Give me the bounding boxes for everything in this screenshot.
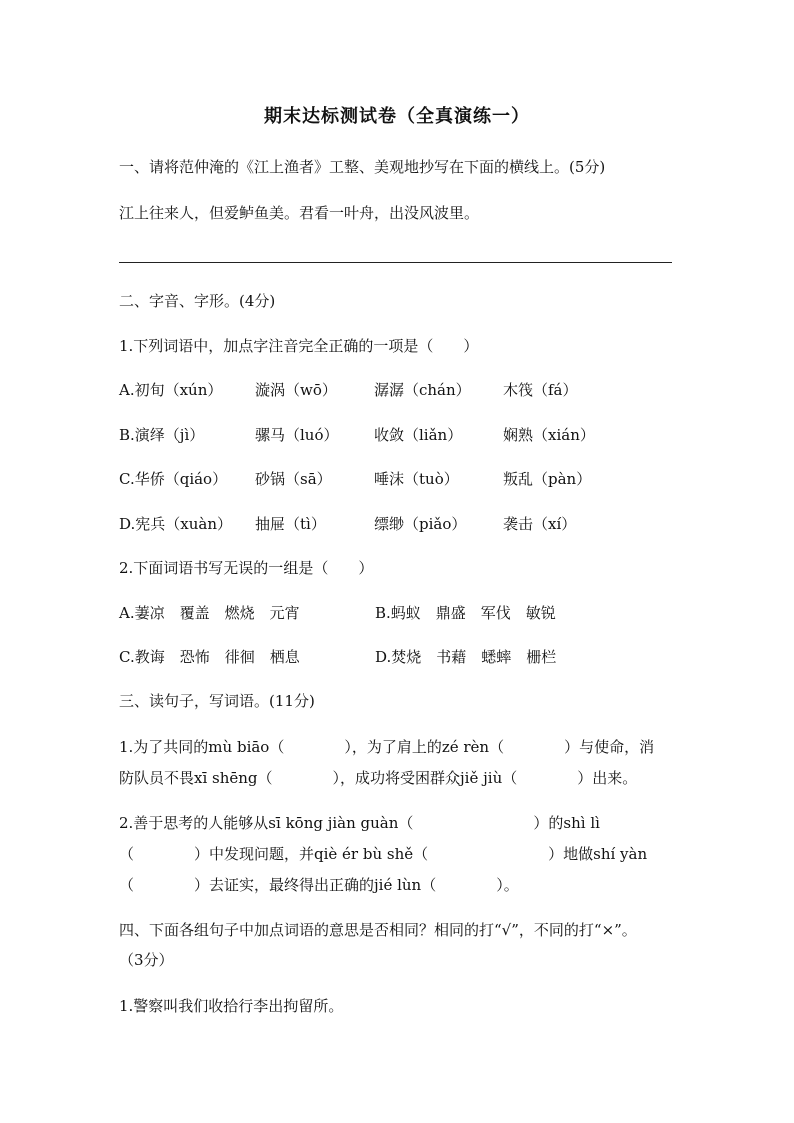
option-cell: B.演绎（jì） bbox=[119, 426, 205, 444]
q1-poem: 江上往来人，但爱鲈鱼美。君看一叶舟，出没风波里。 bbox=[119, 204, 480, 222]
option-cell: D.宪兵（xuàn） bbox=[119, 515, 232, 533]
option-cell: 收敛（liǎn） bbox=[374, 426, 463, 444]
q3-s2-line1: 2.善于思考的人能够从sī kōng jiàn guàn（ ）的shì lì bbox=[119, 814, 600, 832]
q2-sub2-option-d: D.焚烧 书藉 蟋蟀 栅栏 bbox=[375, 648, 557, 666]
option-cell: 唾沫（tuò） bbox=[374, 470, 459, 488]
option-cell: 娴熟（xián） bbox=[503, 426, 595, 444]
option-cell: 袭击（xí） bbox=[503, 515, 577, 533]
option-cell: A.初旬（xún） bbox=[119, 381, 223, 399]
option-cell: 潺潺（chán） bbox=[374, 381, 471, 399]
q2-heading: 二、字音、字形。(4分) bbox=[119, 292, 276, 310]
q2-sub1-stem: 1.下列词语中，加点字注音完全正确的一项是（ ） bbox=[119, 337, 479, 355]
option-cell: 叛乱（pàn） bbox=[503, 470, 592, 488]
q4-s1: 1.警察叫我们收拾行李出拘留所。 bbox=[119, 997, 344, 1015]
option-cell: 抽屉（tì） bbox=[255, 515, 326, 533]
option-cell: 砂锅（sā） bbox=[255, 470, 332, 488]
option-cell: 缥缈（piǎo） bbox=[374, 515, 467, 533]
q3-s1-line1: 1.为了共同的mù biāo（ ），为了肩上的zé rèn（ ）与使命，消 bbox=[119, 738, 655, 756]
q4-score: （3分） bbox=[119, 951, 174, 969]
q3-s1-line2: 防队员不畏xī shēng（ ），成功将受困群众jiě jiù（ ）出来。 bbox=[119, 769, 638, 787]
q4-heading: 四、下面各组句子中加点词语的意思是否相同？相同的打“√”，不同的打“×”。 bbox=[119, 921, 637, 939]
option-cell: 漩涡（wō） bbox=[255, 381, 337, 399]
option-cell: 木筏（fá） bbox=[503, 381, 578, 399]
page-title: 期末达标测试卷（全真演练一） bbox=[264, 106, 530, 127]
option-cell: 骡马（luó） bbox=[255, 426, 339, 444]
q3-s2-line3: （ ）去证实，最终得出正确的jié lùn（ ）。 bbox=[119, 876, 519, 894]
q3-s2-line2: （ ）中发现问题，并qiè ér bù shě（ ）地做shí yàn bbox=[119, 845, 648, 863]
answer-rule bbox=[119, 262, 672, 263]
option-cell: C.华侨（qiáo） bbox=[119, 470, 228, 488]
q2-sub2-option-b: B.蚂蚁 鼎盛 军伐 敏锐 bbox=[375, 604, 556, 622]
q3-heading: 三、读句子，写词语。(11分) bbox=[119, 692, 315, 710]
q2-sub2-option-c: C.教诲 恐怖 徘徊 栖息 bbox=[119, 648, 300, 666]
q2-sub2-option-a: A.萋凉 覆盖 燃烧 元宵 bbox=[119, 604, 300, 622]
q2-sub2-stem: 2.下面词语书写无误的一组是（ ） bbox=[119, 559, 374, 577]
q1-heading: 一、请将范仲淹的《江上渔者》工整、美观地抄写在下面的横线上。(5分) bbox=[119, 158, 606, 176]
